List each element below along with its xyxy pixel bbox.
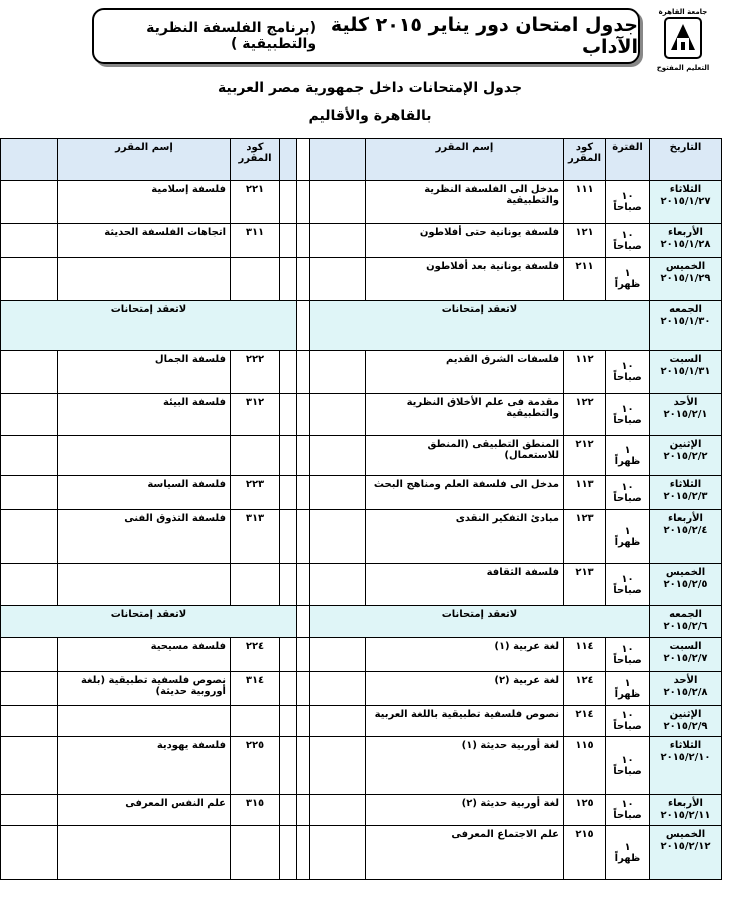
no-exam-row: [1, 301, 722, 351]
course-code-1: ١١٥: [564, 737, 606, 795]
exam-date: ٢٠١٥/٢/٥: [663, 579, 708, 590]
row-date: [650, 672, 722, 706]
day-name: الأربعاء: [668, 513, 703, 524]
exam-period: ١٠ صباحاً: [606, 224, 650, 258]
course-code-2: ٣١٤: [231, 672, 280, 706]
table-row: [1, 672, 722, 706]
blank-cell-1: [310, 706, 366, 737]
blank-cell-2: [280, 826, 297, 880]
day-name: الثلاثاء: [669, 740, 702, 751]
exam-period: ١ ظهراً: [606, 436, 650, 476]
course-name-1: فلسفة الثقافة: [366, 564, 564, 606]
course-name-2: نصوص فلسفية تطبيقية (بلغة أوروبية حديثة): [58, 672, 231, 706]
blank-cell-1: [310, 510, 366, 564]
course-name-1: مقدمة فى علم الأخلاق النظرية والتطبيقية: [366, 394, 564, 436]
exam-period: ١٠ صباحاً: [606, 181, 650, 224]
course-code-1: ٢١١: [564, 258, 606, 301]
blank-cell-1: [310, 258, 366, 301]
blank-cell-2: [280, 224, 297, 258]
table-row: [1, 510, 722, 564]
course-code-1: ١١٤: [564, 638, 606, 672]
day-name: الأحد: [673, 675, 698, 686]
blank-cell-1: [310, 672, 366, 706]
column-gap: [297, 476, 310, 510]
course-code-1: ٢١٢: [564, 436, 606, 476]
course-name-1: مدخل الى الفلسفة النظرية والتطبيقية: [366, 181, 564, 224]
row-date: [650, 795, 722, 826]
course-name-2: فلسفة السياسة: [58, 476, 231, 510]
row-date: [650, 564, 722, 606]
course-code-1: ١٢١: [564, 224, 606, 258]
table-row: [1, 638, 722, 672]
blank-cell-3: [1, 826, 58, 880]
exam-schedule-table: [0, 138, 722, 880]
course-name-2: فلسفة مسيحية: [58, 638, 231, 672]
exam-date: ٢٠١٥/٢/٣: [663, 491, 708, 502]
logo-emblem-icon: [663, 16, 703, 60]
exam-period: ١ ظهراً: [606, 510, 650, 564]
table-row: [1, 224, 722, 258]
table-row: [1, 737, 722, 795]
course-code-2: ٢٢٤: [231, 638, 280, 672]
exam-date: ٢٠١٥/٢/١٠: [660, 752, 711, 763]
header-blank-3: [1, 139, 58, 181]
table-row: [1, 436, 722, 476]
course-name-2: فلسفة الجمال: [58, 351, 231, 394]
column-gap: [297, 258, 310, 301]
exam-period: ١٠ صباحاً: [606, 638, 650, 672]
course-code-2: ٢٢٥: [231, 737, 280, 795]
blank-cell-2: [280, 672, 297, 706]
day-name: الأربعاء: [668, 227, 703, 238]
header-name-1: إسم المقرر: [366, 139, 564, 181]
schedule-heading: جدول الإمتحانات داخل جمهورية مصر العربية: [217, 80, 523, 96]
blank-cell-1: [310, 795, 366, 826]
course-code-1: ٢١٤: [564, 706, 606, 737]
blank-cell-2: [280, 795, 297, 826]
exam-period: ١٠ صباحاً: [606, 394, 650, 436]
table-row: [1, 826, 722, 880]
blank-cell-2: [280, 476, 297, 510]
blank-cell-2: [280, 638, 297, 672]
course-name-1: علم الاجتماع المعرفى: [366, 826, 564, 880]
course-name-2: [58, 258, 231, 301]
course-code-2: [231, 436, 280, 476]
course-name-2: [58, 436, 231, 476]
course-name-1: فلسفات الشرق القديم: [366, 351, 564, 394]
blank-cell-3: [1, 795, 58, 826]
course-code-1: ١٢٥: [564, 795, 606, 826]
day-name: الأربعاء: [668, 798, 703, 809]
exam-period: ١٠ صباحاً: [606, 706, 650, 737]
course-name-1: فلسفة يونانية حتى أفلاطون: [366, 224, 564, 258]
page-title: جدول امتحان دور يناير ٢٠١٥ كلية الآداب: [330, 14, 638, 58]
exam-date: ٢٠١٥/١/٢٩: [660, 273, 711, 284]
exam-period: ١ ظهراً: [606, 672, 650, 706]
day-name: الثلاثاء: [669, 479, 702, 490]
schedule-location: بالقاهرة والأقاليم: [308, 108, 432, 124]
row-date: [650, 606, 722, 638]
course-name-2: فلسفة التذوق الفنى: [58, 510, 231, 564]
column-gap: [297, 436, 310, 476]
day-name: الأحد: [673, 397, 698, 408]
day-name: الثلاثاء: [669, 184, 702, 195]
row-date: [650, 181, 722, 224]
column-gap: [297, 351, 310, 394]
course-code-1: ٢١٣: [564, 564, 606, 606]
course-name-2: فلسفة إسلامية: [58, 181, 231, 224]
row-date: [650, 351, 722, 394]
day-name: الإثنين: [669, 709, 702, 720]
table-row: [1, 795, 722, 826]
blank-cell-2: [280, 737, 297, 795]
header-name-2: إسم المقرر: [58, 139, 231, 181]
course-name-1: المنطق التطبيقى (المنطق للاستعمال): [366, 436, 564, 476]
blank-cell-1: [310, 826, 366, 880]
course-code-2: ٣١١: [231, 224, 280, 258]
row-date: [650, 301, 722, 351]
course-code-2: ٣١٢: [231, 394, 280, 436]
row-date: [650, 258, 722, 301]
exam-date: ٢٠١٥/٢/٤: [663, 525, 708, 536]
exam-period: ١ ظهراً: [606, 258, 650, 301]
course-code-1: ١٢٢: [564, 394, 606, 436]
no-exams-notice-1: لاتعقد إمتحانات: [310, 301, 650, 351]
blank-cell-3: [1, 351, 58, 394]
column-gap: [297, 826, 310, 880]
blank-cell-1: [310, 224, 366, 258]
column-gap: [297, 394, 310, 436]
blank-cell-2: [280, 258, 297, 301]
blank-cell-1: [310, 737, 366, 795]
course-code-2: [231, 826, 280, 880]
column-gap: [297, 510, 310, 564]
day-name: الخميس: [665, 261, 706, 272]
column-gap: [297, 737, 310, 795]
exam-date: ٢٠١٥/١/٣١: [660, 366, 711, 377]
column-gap: [297, 139, 310, 181]
blank-cell-2: [280, 394, 297, 436]
day-name: السبت: [669, 641, 702, 652]
exam-period: ١ ظهراً: [606, 826, 650, 880]
course-code-2: ٣١٣: [231, 510, 280, 564]
no-exams-notice-2: لاتعقد إمتحانات: [1, 606, 297, 638]
course-name-1: لغة أوربية حديثة (١): [366, 737, 564, 795]
header-blank-2: [280, 139, 297, 181]
table-row: [1, 706, 722, 737]
table-row: [1, 394, 722, 436]
no-exams-notice-2: لاتعقد إمتحانات: [1, 301, 297, 351]
page-title-box: [92, 8, 640, 64]
exam-period: ١٠ صباحاً: [606, 351, 650, 394]
course-code-2: ٢٢١: [231, 181, 280, 224]
row-date: [650, 706, 722, 737]
day-name: السبت: [669, 354, 702, 365]
blank-cell-2: [280, 510, 297, 564]
blank-cell-1: [310, 638, 366, 672]
exam-date: ٢٠١٥/٢/٩: [663, 721, 708, 732]
no-exams-notice-1: لاتعقد إمتحانات: [310, 606, 650, 638]
row-date: [650, 638, 722, 672]
course-code-2: ٣١٥: [231, 795, 280, 826]
course-code-1: ١١١: [564, 181, 606, 224]
course-code-2: ٢٢٣: [231, 476, 280, 510]
logo-bottom-text: التعليم المفتوح: [656, 64, 710, 72]
course-code-2: [231, 564, 280, 606]
table-row: [1, 258, 722, 301]
course-name-2: [58, 826, 231, 880]
blank-cell-1: [310, 351, 366, 394]
blank-cell-3: [1, 672, 58, 706]
page-subtitle: (برنامج الفلسفة النظرية والتطبيقية ): [146, 20, 317, 52]
no-exam-row: [1, 606, 722, 638]
column-gap: [297, 181, 310, 224]
blank-cell-3: [1, 564, 58, 606]
blank-cell-3: [1, 510, 58, 564]
exam-date: ٢٠١٥/١/٢٨: [660, 239, 711, 250]
course-name-1: لغة أوربية حديثة (٢): [366, 795, 564, 826]
header-code-2: كود المقرر: [231, 139, 280, 181]
exam-period: ١٠ صباحاً: [606, 737, 650, 795]
table-header-row: [1, 139, 722, 181]
blank-cell-3: [1, 258, 58, 301]
exam-date: ٢٠١٥/٢/٨: [663, 687, 708, 698]
university-logo: [654, 8, 712, 72]
blank-cell-3: [1, 706, 58, 737]
row-date: [650, 224, 722, 258]
day-name: الخميس: [665, 829, 706, 840]
blank-cell-2: [280, 436, 297, 476]
exam-date: ٢٠١٥/١/٢٧: [660, 196, 711, 207]
course-code-2: [231, 258, 280, 301]
column-gap: [297, 564, 310, 606]
course-name-1: لغة عربية (٢): [366, 672, 564, 706]
course-name-2: علم النفس المعرفى: [58, 795, 231, 826]
day-name: الإثنين: [669, 439, 702, 450]
day-name: الخميس: [665, 567, 706, 578]
course-name-1: مبادئ التفكير النقدى: [366, 510, 564, 564]
column-gap: [297, 606, 310, 638]
course-code-1: ١٢٤: [564, 672, 606, 706]
blank-cell-3: [1, 638, 58, 672]
table-row: [1, 351, 722, 394]
row-date: [650, 826, 722, 880]
blank-cell-3: [1, 737, 58, 795]
course-code-1: ١١٣: [564, 476, 606, 510]
column-gap: [297, 638, 310, 672]
header-period: الفترة: [606, 139, 650, 181]
header-code-1: كود المقرر: [564, 139, 606, 181]
course-code-2: ٢٢٢: [231, 351, 280, 394]
table-row: [1, 181, 722, 224]
course-code-1: ١٢٣: [564, 510, 606, 564]
blank-cell-1: [310, 394, 366, 436]
column-gap: [297, 301, 310, 351]
course-name-2: [58, 706, 231, 737]
table-row: [1, 564, 722, 606]
day-name: الجمعه: [669, 304, 702, 315]
exam-date: ٢٠١٥/٢/٦: [663, 621, 708, 632]
course-name-2: [58, 564, 231, 606]
course-code-2: [231, 706, 280, 737]
row-date: [650, 737, 722, 795]
exam-date: ٢٠١٥/٢/١: [663, 409, 708, 420]
logo-top-text: جامعة القاهرة: [658, 8, 708, 16]
course-name-1: لغة عربية (١): [366, 638, 564, 672]
row-date: [650, 394, 722, 436]
blank-cell-2: [280, 706, 297, 737]
course-name-2: اتجاهات الفلسفة الحديثة: [58, 224, 231, 258]
course-code-1: ١١٢: [564, 351, 606, 394]
exam-date: ٢٠١٥/٢/١٢: [660, 841, 711, 852]
blank-cell-3: [1, 224, 58, 258]
row-date: [650, 436, 722, 476]
course-name-1: نصوص فلسفية تطبيقية باللغة العربية: [366, 706, 564, 737]
exam-date: ٢٠١٥/٢/٧: [663, 653, 708, 664]
course-name-2: فلسفة البيئة: [58, 394, 231, 436]
column-gap: [297, 224, 310, 258]
exam-date: ٢٠١٥/٢/٢: [663, 451, 708, 462]
blank-cell-2: [280, 351, 297, 394]
header-blank-1: [310, 139, 366, 181]
exam-period: ١٠ صباحاً: [606, 564, 650, 606]
blank-cell-3: [1, 476, 58, 510]
exam-date: ٢٠١٥/١/٣٠: [660, 316, 711, 327]
row-date: [650, 510, 722, 564]
blank-cell-3: [1, 436, 58, 476]
blank-cell-2: [280, 564, 297, 606]
blank-cell-3: [1, 394, 58, 436]
course-name-1: مدخل الى فلسفة العلم ومناهج البحث: [366, 476, 564, 510]
exam-period: ١٠ صباحاً: [606, 795, 650, 826]
exam-date: ٢٠١٥/٢/١١: [660, 810, 711, 821]
blank-cell-1: [310, 436, 366, 476]
header-date: التاريخ: [650, 139, 722, 181]
column-gap: [297, 672, 310, 706]
blank-cell-1: [310, 181, 366, 224]
table-row: [1, 476, 722, 510]
exam-schedule-body: [1, 139, 722, 880]
course-name-2: فلسفة يهودية: [58, 737, 231, 795]
exam-period: ١٠ صباحاً: [606, 476, 650, 510]
blank-cell-1: [310, 564, 366, 606]
day-name: الجمعه: [669, 609, 702, 620]
blank-cell-3: [1, 181, 58, 224]
course-code-1: ٢١٥: [564, 826, 606, 880]
course-name-1: فلسفة يونانية بعد أفلاطون: [366, 258, 564, 301]
column-gap: [297, 795, 310, 826]
blank-cell-2: [280, 181, 297, 224]
row-date: [650, 476, 722, 510]
column-gap: [297, 706, 310, 737]
blank-cell-1: [310, 476, 366, 510]
